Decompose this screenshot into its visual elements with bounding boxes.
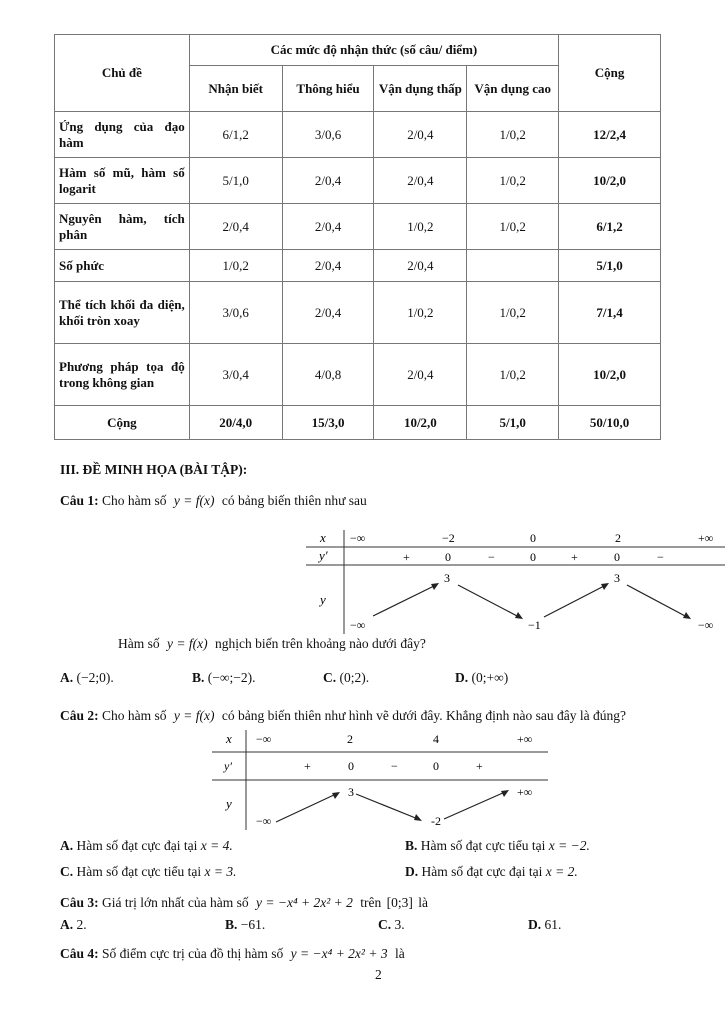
q2-x-value: 2: [347, 732, 353, 746]
q1-question: Hàm số y = f(x) nghịch biến trên khoảng nào dưới đây?: [118, 636, 426, 651]
q1-y-label: y: [320, 592, 326, 607]
table-cell: 3/0,6: [282, 112, 374, 158]
total-sum: 50/10,0: [559, 406, 661, 440]
row-sum: 12/2,4: [559, 112, 661, 158]
row-topic: Ứng dụng của đạo hàm: [55, 112, 190, 158]
header-level: Nhận biết: [189, 66, 282, 112]
knowledge-matrix-table: [54, 34, 661, 440]
row-sum: 10/2,0: [559, 158, 661, 204]
q1-sign: 0: [530, 550, 536, 564]
q1-x-value: 0: [530, 531, 536, 545]
table-cell: 1/0,2: [374, 282, 467, 344]
q1-sign: −: [657, 550, 664, 564]
table-cell: 2/0,4: [374, 344, 467, 406]
q2-sign: +: [476, 759, 483, 773]
q2-y-value: -2: [431, 814, 441, 828]
q4-label: Câu 4:: [60, 946, 99, 961]
q1-yprime-label: y′: [319, 548, 328, 563]
q2-x-value: −∞: [256, 732, 272, 746]
total-cell: 15/3,0: [282, 406, 374, 440]
q1-sign: −: [488, 550, 495, 564]
q2-y-value: 3: [348, 785, 354, 799]
q1-sign: +: [571, 550, 578, 564]
total-cell: 5/1,0: [467, 406, 559, 440]
q1-sign: 0: [614, 550, 620, 564]
table-cell: 2/0,4: [189, 204, 282, 250]
row-topic: Hàm số mũ, hàm số logarit: [55, 158, 190, 204]
q2-sign: +: [304, 759, 311, 773]
table-cell: 4/0,8: [282, 344, 374, 406]
table-row: [55, 344, 661, 406]
table-row: [55, 250, 661, 282]
section-title: III. ĐỀ MINH HỌA (BÀI TẬP):: [60, 462, 248, 477]
q1-option-c[interactable]: C. (0;2).: [323, 670, 370, 685]
header-topic: Chủ đề: [55, 35, 190, 112]
row-topic: Thể tích khối đa diện, khối tròn xoay: [55, 282, 190, 344]
q3-option-c[interactable]: C. 3.: [378, 917, 405, 932]
q3-stem: Câu 3: Giá trị lớn nhất của hàm số y = −x⁴ + 2x² + 2 trên [0;3] là: [60, 895, 429, 910]
q3-interval: [0;3]: [386, 895, 413, 910]
q2-option-c[interactable]: C. Hàm số đạt cực tiểu tại x = 3.: [60, 864, 237, 879]
q2-sign: 0: [433, 759, 439, 773]
total-label: Cộng: [55, 406, 190, 440]
q1-variation-table: [306, 528, 725, 636]
table-cell: 1/0,2: [467, 282, 559, 344]
row-topic: Số phức: [55, 250, 190, 282]
q3-label: Câu 3:: [60, 895, 99, 910]
q2-option-b[interactable]: B. Hàm số đạt cực tiểu tại x = −2.: [405, 838, 590, 853]
table-cell: 2/0,4: [282, 250, 374, 282]
q2-y-label: y: [226, 796, 232, 811]
table-cell: 2/0,4: [282, 282, 374, 344]
table-cell: [467, 250, 559, 282]
header-level: Thông hiểu: [282, 66, 374, 112]
table-cell: 3/0,6: [189, 282, 282, 344]
q1-label: Câu 1:: [60, 493, 99, 508]
q1-x-value: −∞: [350, 531, 366, 545]
row-sum: 6/1,2: [559, 204, 661, 250]
q2-sign: 0: [348, 759, 354, 773]
q2-function: y = f(x): [173, 708, 215, 723]
q1-sign: +: [403, 550, 410, 564]
q1-function: y = f(x): [173, 493, 215, 508]
q2-x-label: x: [226, 731, 232, 746]
table-cell: 2/0,4: [374, 112, 467, 158]
header-sum: Cộng: [559, 35, 661, 112]
total-cell: 20/4,0: [189, 406, 282, 440]
table-row: [55, 282, 661, 344]
q2-sign: −: [391, 759, 398, 773]
q1-x-value: −2: [442, 531, 455, 545]
table-cell: 1/0,2: [467, 158, 559, 204]
q1-stem: Câu 1: Cho hàm số y = f(x) có bảng biến thiên như sau: [60, 493, 367, 508]
row-sum: 7/1,4: [559, 282, 661, 344]
q4-stem: Câu 4: Số điểm cực trị của đồ thị hàm số y = −x⁴ + 2x² + 3 là: [60, 946, 405, 961]
table-cell: 3/0,4: [189, 344, 282, 406]
row-sum: 10/2,0: [559, 344, 661, 406]
q2-x-value: +∞: [517, 732, 533, 746]
table-cell: 2/0,4: [282, 204, 374, 250]
q1-y-value: 3: [614, 571, 620, 585]
header-level: Vận dụng cao: [467, 66, 559, 112]
q1-y-value: −∞: [698, 618, 714, 632]
q3-option-a[interactable]: A. 2.: [60, 917, 87, 932]
q3-option-b[interactable]: B. −61.: [225, 917, 266, 932]
q1-x-label: x: [320, 530, 326, 545]
q1-option-d[interactable]: D. (0;+∞): [455, 670, 509, 685]
q2-x-value: 4: [433, 732, 439, 746]
table-cell: 1/0,2: [467, 344, 559, 406]
q2-yprime-label: y′: [224, 759, 232, 773]
q1-x-value: 2: [615, 531, 621, 545]
table-row: [55, 204, 661, 250]
page-number: 2: [375, 967, 382, 982]
table-cell: 1/0,2: [374, 204, 467, 250]
q2-option-d[interactable]: D. Hàm số đạt cực đại tại x = 2.: [405, 864, 578, 879]
table-cell: 2/0,4: [374, 250, 467, 282]
q2-stem: Câu 2: Cho hàm số y = f(x) có bảng biến thiên như hình vẽ dưới đây. Khẳng định nào sau đây là đúng?: [60, 708, 626, 723]
q1-y-value: −1: [528, 618, 541, 632]
q2-label: Câu 2:: [60, 708, 99, 723]
table-cell: 2/0,4: [374, 158, 467, 204]
q4-function: y = −x⁴ + 2x² + 3: [290, 946, 388, 961]
table-cell: 1/0,2: [467, 112, 559, 158]
table-cell: 2/0,4: [282, 158, 374, 204]
header-level: Vận dụng thấp: [374, 66, 467, 112]
table-total-row: [55, 406, 661, 440]
table-row: [55, 158, 661, 204]
row-topic: Phương pháp tọa độ trong không gian: [55, 344, 190, 406]
q2-y-value: −∞: [256, 814, 272, 828]
q1-option-a[interactable]: A. (−2;0).: [60, 670, 114, 685]
q2-y-value: +∞: [517, 785, 533, 799]
q1-sign: 0: [445, 550, 451, 564]
header-levels-group: Các mức độ nhận thức (số câu/ điểm): [189, 35, 558, 66]
q1-x-value: +∞: [698, 531, 714, 545]
q3-function: y = −x⁴ + 2x² + 2: [256, 895, 353, 910]
q1-option-b[interactable]: B. (−∞;−2).: [192, 670, 256, 685]
q2-variation-table: [212, 728, 548, 832]
q2-option-a[interactable]: A. Hàm số đạt cực đại tại x = 4.: [60, 838, 233, 853]
table-cell: 5/1,0: [189, 158, 282, 204]
q1-y-value: 3: [444, 571, 450, 585]
row-topic: Nguyên hàm, tích phân: [55, 204, 190, 250]
q3-option-d[interactable]: D. 61.: [528, 917, 562, 932]
table-cell: 6/1,2: [189, 112, 282, 158]
table-row: [55, 112, 661, 158]
table-cell: 1/0,2: [189, 250, 282, 282]
total-cell: 10/2,0: [374, 406, 467, 440]
table-cell: 1/0,2: [467, 204, 559, 250]
row-sum: 5/1,0: [559, 250, 661, 282]
q1-y-value: −∞: [350, 618, 366, 632]
